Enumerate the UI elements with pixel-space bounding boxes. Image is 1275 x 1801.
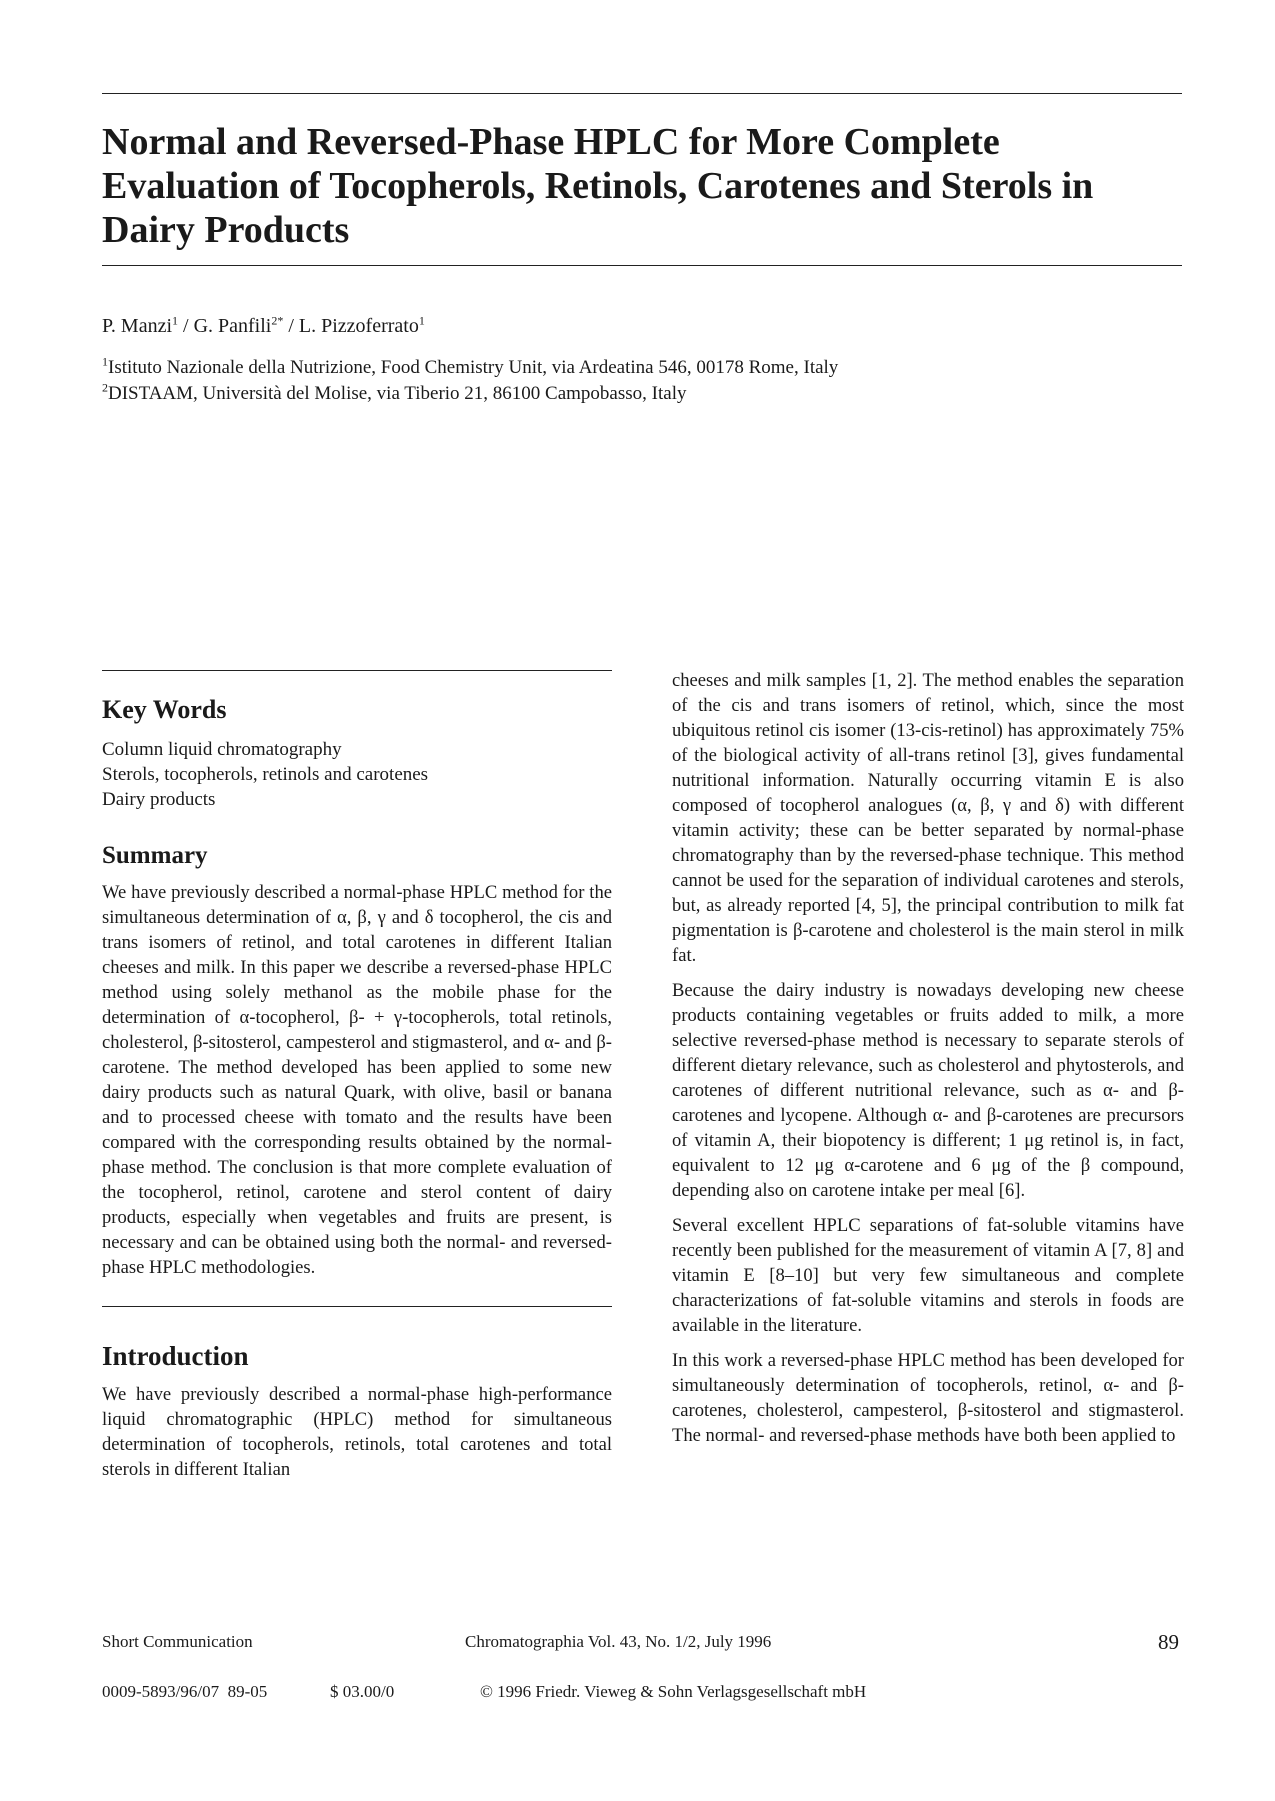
author-separator: /: [283, 315, 299, 337]
body-paragraph: cheeses and milk samples [1, 2]. The method enables the separation of the cis and trans isomers of retinol, which, since the most ubiquitous retinol cis isomer (13-cis-retinol) has approximately 75% of the biological activity of all-trans retinol [3], gives fundamental nutritional information. Naturally occurring vitamin E is also composed of tocopherol analogues (α, β, γ and δ) with different vitamin activity; these can be better separated by normal-phase chromatography than by the reversed-phase technique. This method cannot be used for the separation of individual carotenes and sterols, but, as already reported [4, 5], the principal contribution to milk fat pigmentation is β-carotene and cholesterol is the main sterol in milk fat.: [672, 670, 1184, 966]
top-rule: [102, 93, 1182, 94]
summary-heading: Summary: [102, 842, 208, 869]
title-bottom-rule: [102, 265, 1182, 266]
article-title: Normal and Reversed-Phase HPLC for More Complete Evaluation of Tocopherols, Retinols, Carotenes and Sterols in Dairy Products: [102, 121, 1094, 251]
author-name: L. Pizzoferrato: [298, 315, 419, 337]
introduction-heading: Introduction: [102, 1341, 249, 1371]
body-paragraph: In this work a reversed-phase HPLC method has been developed for simultaneously determination of tocopherols, retinol, α- and β-carotenes, cholesterol, campesterol, β-sitosterol and stigmasterol. The normal- and reversed-phase methods have both been applied to: [672, 1350, 1184, 1446]
footer-code: 0009-5893/96/07 89-05: [102, 1682, 268, 1701]
affiliations: [102, 355, 838, 407]
affiliation-mark: 1: [102, 354, 108, 369]
author-affiliation-mark: 2*: [271, 313, 284, 328]
footer-section-label: Short Communication: [102, 1632, 253, 1651]
keyword-item: Sterols, tocopherols, retinols and carotenes: [102, 764, 429, 785]
footer-journal: Chromatographia Vol. 43, No. 1/2, July 1996: [465, 1632, 772, 1651]
author-separator: /: [178, 315, 194, 337]
left-column: [102, 695, 612, 1482]
body-paragraph: Several excellent HPLC separations of fat-soluble vitamins have recently been published for the measurement of vitamin A [7, 8] and vitamin E [8–10] but very few simultaneous and complete characterizations of fat-soluble vitamins and sterols in foods are available in the literature.: [672, 1215, 1184, 1336]
author-list: [102, 315, 425, 338]
keywords-heading: Key Words: [102, 695, 227, 724]
affiliation-text: DISTAAM, Università del Molise, via Tiberio 21, 86100 Campobasso, Italy: [108, 383, 687, 404]
keywords-top-rule: [102, 670, 612, 671]
footer-price: $ 03.00/0: [330, 1682, 395, 1701]
footer-copyright: © 1996 Friedr. Vieweg & Sohn Verlagsgesellschaft mbH: [480, 1682, 867, 1701]
introduction-text: We have previously described a normal-phase high-performance liquid chromatographic (HPLC) method for simultaneous determination of tocopherols, retinols, total carotenes and total sterols in different Italian: [102, 1384, 612, 1480]
body-paragraph: Because the dairy industry is nowadays developing new cheese products containing vegetables or fruits added to milk, a more selective reversed-phase method is necessary to separate sterols of different dietary relevance, such as cholesterol and phytosterols, and carotenes of different nutritional relevance, such as α- and β-carotenes and lycopene. Although α- and β-carotenes are precursors of vitamin A, their biopotency is different; 1 μg retinol is, in fact, equivalent to 12 μg α-carotene and 6 μg of the β compound, depending also on carotene intake per meal [6].: [672, 980, 1184, 1201]
author-name: G. Panfili: [193, 315, 272, 337]
summary-text: We have previously described a normal-phase HPLC method for the simultaneous determination of α, β, γ and δ tocopherol, the cis and trans isomers of retinol, and total carotenes in different Italian cheeses and milk. In this paper we describe a reversed-phase HPLC method using solely methanol as the mobile phase for the determination of α-tocopherol, β- + γ-tocopherols, total retinols, cholesterol, β-sitosterol, campesterol and stigmasterol, and α- and β-carotene. The method developed has been applied to some new dairy products such as natural Quark, with olive, basil or banana and to processed cheese with tomato and the results have been compared with the corresponding results obtained by the normal-phase method. The conclusion is that more complete evaluation of the tocopherol, retinol, carotene and sterol content of dairy products, especially when vegetables and fruits are present, is necessary and can be obtained using both the normal- and reversed-phase HPLC methodologies.: [102, 882, 612, 1278]
author-affiliation-mark: 1: [418, 313, 425, 328]
affiliation-text: Istituto Nazionale della Nutrizione, Food Chemistry Unit, via Ardeatina 546, 00178 Rome, Italy: [108, 357, 839, 378]
affiliation-mark: 2: [102, 380, 108, 395]
author-name: P. Manzi: [102, 315, 172, 337]
affiliation-line: [102, 355, 838, 381]
keywords-list: [102, 737, 612, 812]
right-column: [672, 668, 1184, 1458]
affiliation-line: [102, 381, 838, 407]
keyword-item: Dairy products: [102, 789, 216, 810]
author-affiliation-mark: 1: [172, 313, 178, 328]
page-number: 89: [1158, 1630, 1179, 1654]
keyword-item: Column liquid chromatography: [102, 739, 342, 760]
summary-bottom-rule: [102, 1306, 612, 1307]
